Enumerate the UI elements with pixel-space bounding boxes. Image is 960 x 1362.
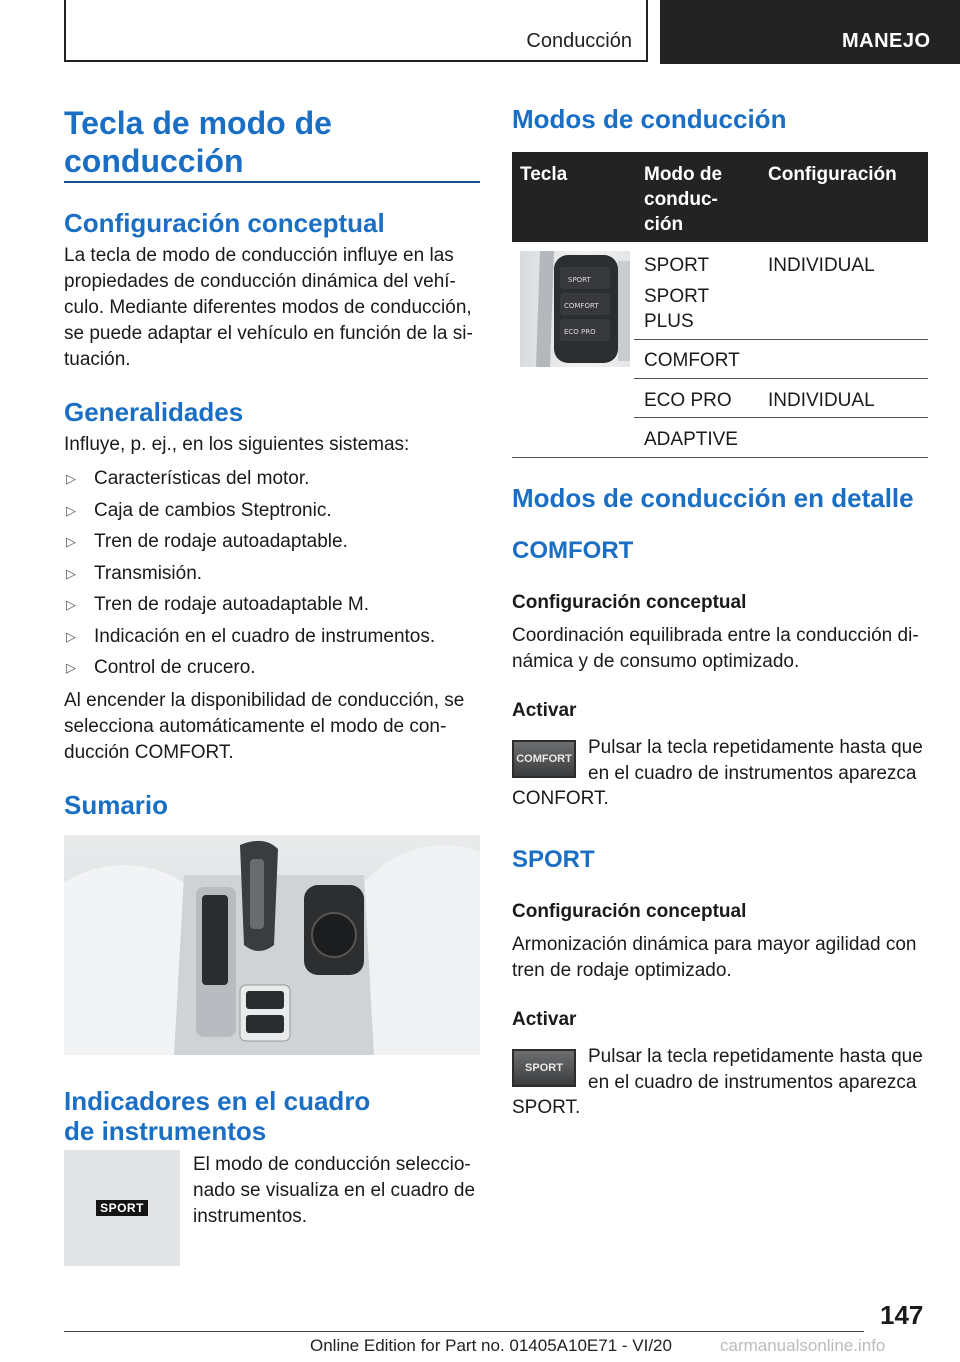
comfort-concept-text (512, 623, 932, 675)
row-divider (634, 378, 928, 379)
sport-concept-text (512, 932, 932, 984)
page-title-line1: Tecla de modo de (64, 105, 332, 141)
text-line: Pulsar la tecla repetidamente hasta que (588, 737, 923, 758)
sport-activate-label: Activar (512, 1009, 577, 1030)
sport-badge: SPORT (96, 1200, 148, 1216)
list-item: ▷ Control de crucero. (64, 652, 484, 684)
concept-paragraph (64, 243, 484, 373)
text-line: en el cuadro de instrumentos aparezca (588, 1072, 917, 1093)
page-title (64, 104, 484, 180)
center-console-photo (64, 835, 480, 1055)
mode-cell: SPORT (644, 255, 710, 276)
mode-key-illustration (520, 251, 630, 367)
svg-text:SPORT: SPORT (568, 276, 591, 284)
triangle-bullet-icon: ▷ (66, 502, 76, 518)
sport-button-image: SPORT (512, 1049, 576, 1087)
indicators-heading-line2: de instrumentos (64, 1116, 267, 1146)
mode-cell: SPORT (644, 286, 710, 307)
page-number: 147 (880, 1300, 924, 1330)
comfort-heading: COMFORT (512, 537, 634, 564)
general-outro (64, 688, 484, 766)
text-line: instrumentos. (193, 1206, 308, 1227)
general-list (64, 463, 484, 684)
column-header-config: Configuración (768, 164, 897, 185)
svg-text:ECO PRO: ECO PRO (564, 328, 596, 336)
sport-activate-text-end: SPORT. (512, 1097, 581, 1118)
config-cell: INDIVIDUAL (768, 255, 875, 276)
triangle-bullet-icon: ▷ (66, 628, 76, 644)
text-line: propiedades de conducción dinámica del vehí- (64, 271, 456, 292)
indicators-heading-line1: Indicadores en el cuadro (64, 1086, 371, 1116)
list-item: ▷ Caja de cambios Steptronic. (64, 495, 484, 527)
list-item: ▷ Tren de rodaje autoadaptable. (64, 526, 484, 558)
row-divider (634, 417, 928, 418)
comfort-concept-label: Configuración conceptual (512, 592, 747, 613)
table-header (512, 152, 928, 242)
config-cell: INDIVIDUAL (768, 390, 875, 411)
edition-note: Online Edition for Part no. 01405A10E71 - VI/20 (310, 1336, 672, 1355)
svg-text:COMFORT: COMFORT (564, 302, 599, 310)
triangle-bullet-icon: ▷ (66, 597, 76, 612)
section-title: Conducción (526, 30, 632, 52)
text-line: El modo de conducción seleccio- (193, 1154, 471, 1175)
text-line: culo. Mediante diferentes modos de conducción, (64, 297, 472, 318)
text-line: námica y de consumo optimizado. (512, 651, 800, 672)
text-line: Armonización dinámica para mayor agilidad con (512, 934, 917, 955)
sport-heading: SPORT (512, 846, 595, 873)
center-console-illustration (64, 835, 480, 1055)
comfort-activate-text (588, 735, 933, 787)
column-header-mode: Modo de conduc- ción (644, 164, 723, 235)
text-line: tuación. (64, 349, 131, 370)
title-rule (64, 181, 480, 183)
text-line: Pulsar la tecla repetidamente hasta que (588, 1046, 923, 1067)
chapter-title: MANEJO (842, 30, 931, 52)
text-line: selecciona automáticamente el modo de con- (64, 716, 447, 737)
triangle-bullet-icon: ▷ (66, 534, 76, 549)
mode-cell: ECO PRO (644, 390, 732, 411)
text-line: nado se visualiza en el cuadro de (193, 1180, 476, 1201)
row-divider (634, 339, 928, 340)
section-tab (64, 0, 648, 62)
modes-heading: Modos de conducción (512, 104, 787, 134)
sport-concept-label: Configuración conceptual (512, 901, 747, 922)
list-item: ▷ Transmisión. (64, 558, 484, 590)
indicators-heading (64, 1086, 484, 1146)
list-item: ▷ Tren de rodaje autoadaptable M. (64, 589, 484, 621)
triangle-bullet-icon: ▷ (66, 471, 76, 486)
mode-cell: PLUS (644, 311, 694, 332)
list-item: ▷ Indicación en el cuadro de instrumentos. (64, 621, 484, 653)
text-line: Al encender la disponibilidad de conducción, se (64, 690, 465, 711)
column-header-key: Tecla (520, 164, 568, 185)
comfort-button-image: COMFORT (512, 740, 576, 778)
table-row (644, 253, 709, 334)
text-line: en el cuadro de instrumentos aparezca (588, 763, 917, 784)
text-line: La tecla de modo de conducción influye en las (64, 245, 454, 266)
indicators-paragraph (193, 1152, 483, 1230)
triangle-bullet-icon: ▷ (66, 565, 76, 581)
list-item: ▷ Características del motor. (64, 463, 484, 495)
watermark: carmanualsonline.info (716, 1336, 885, 1356)
table-bottom-rule (512, 457, 928, 458)
general-heading: Generalidades (64, 397, 244, 427)
comfort-activate-label: Activar (512, 700, 577, 721)
general-intro: Influye, p. ej., en los siguientes sistemas: (64, 434, 410, 455)
footer-rule (64, 1331, 864, 1332)
mode-key-image (520, 251, 630, 367)
text-line: se puede adaptar el vehículo en función de la si- (64, 323, 473, 344)
comfort-activate-text-end: CONFORT. (512, 788, 609, 809)
page-title-line2: conducción (64, 143, 244, 179)
mode-cell: ADAPTIVE (644, 429, 738, 450)
detail-heading: Modos de conducción en detalle (512, 483, 914, 513)
sport-activate-text (588, 1044, 933, 1096)
cluster-display-image (64, 1150, 180, 1266)
triangle-bullet-icon: ▷ (66, 660, 76, 675)
text-line: tren de rodaje optimizado. (512, 960, 732, 981)
concept-heading: Configuración conceptual (64, 208, 385, 238)
summary-heading: Sumario (64, 790, 169, 820)
text-line: Coordinación equilibrada entre la conducción di- (512, 625, 919, 646)
modes-table (512, 152, 928, 458)
chapter-tab (660, 0, 960, 64)
mode-cell: COMFORT (644, 350, 740, 371)
text-line: ducción COMFORT. (64, 742, 234, 763)
